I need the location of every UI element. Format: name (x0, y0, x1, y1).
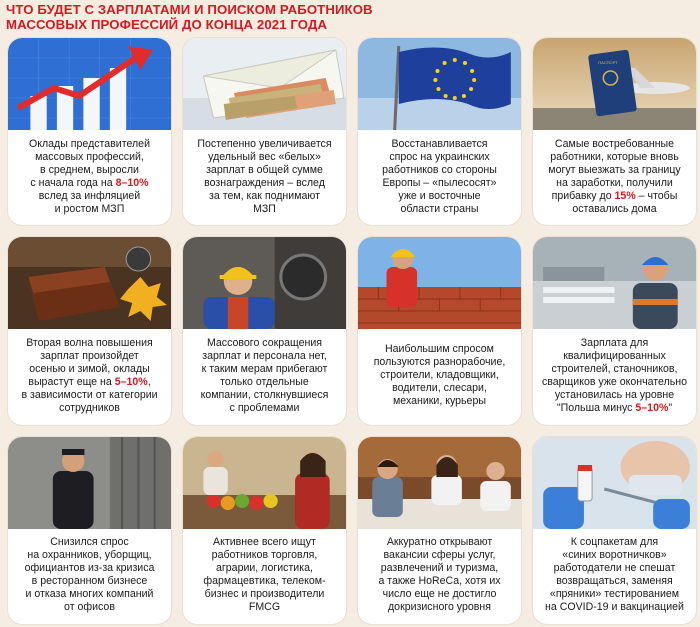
page-title (6, 2, 696, 32)
card-caption: Массового сокращения зарплат и персонала нет, к таким мерам прибегают только отдельные компании, столкнувшиеся с проблемами (200, 336, 329, 414)
card-no-mass-cuts (183, 237, 346, 424)
highlight-value: 15% (614, 189, 636, 202)
card-caption: К соцпакетам для «синих воротничков» работодатели не спешат возвращаться, заменяя «пряники» тестированием на COVID-19 и вакцинацией (545, 536, 684, 614)
card-salary-growth (8, 38, 171, 225)
card-caption: Наибольшим спросом пользуются разнорабочие, строители, кладовщики, водители, слесари, механики, курьеры (373, 343, 506, 408)
security-guard-image (8, 437, 171, 529)
worker-in-hard-hat-image (183, 237, 346, 329)
card-demand-decreased (8, 437, 171, 624)
factory-worker-image (533, 237, 696, 329)
card-caption: Вторая волна повышения зарплат произойдет осенью и зимой, оклады вырастут еще на 5–10%, в зависимости от категории сотрудников (21, 336, 158, 414)
highlight-value: 8–10% (115, 176, 149, 189)
rising-chart-arrow-image (8, 38, 171, 130)
card-social-packages (533, 437, 696, 624)
card-caption: Активнее всего ищут работников торговля, аграрии, логистика, фармацевтика, телеком- бизнес и производители FMCG (203, 536, 326, 614)
highlight-value: 5–10% (635, 401, 669, 414)
card-white-salaries (183, 38, 346, 225)
title-line-2: МАССОВЫХ ПРОФЕССИЙ ДО КОНЦА 2021 ГОДА (6, 17, 328, 32)
card-caption: Аккуратно открывают вакансии сферы услуг, развлечений и туризма, а также HoReCa, хотя их число еще не достигло докризисного уровня (378, 536, 501, 614)
passport-and-airplane-image (533, 38, 696, 130)
bricklayer-image (358, 237, 521, 329)
hotel-reception-image (358, 437, 521, 529)
svg-text:ПАСПОРТ: ПАСПОРТ (598, 60, 618, 65)
card-caption: Постепенно увеличивается удельный вес «белых» зарплат в общей сумме вознаграждения – вслед за тем, как поднимают МЗП (197, 137, 332, 215)
highlight-value: 5–10% (114, 375, 148, 388)
envelope-with-money-image (183, 38, 346, 130)
card-caption: Восстанавливается спрос на украинских работников со стороны Европы – «пылесосят» уже и восточные области страны (382, 137, 497, 215)
card-caption: Снизился спрос на охранников, уборщиц, официантов из-за кризиса в ресторанном бизнесе и отказа многих компаний от офисов (24, 536, 155, 614)
cards-grid (8, 38, 696, 624)
card-active-hiring (183, 437, 346, 624)
wallet-and-autumn-leaf-image (8, 237, 171, 329)
card-services-vacancies (358, 437, 521, 624)
card-second-wave (8, 237, 171, 424)
covid-vaccine-image (533, 437, 696, 529)
title-line-1: ЧТО БУДЕТ С ЗАРПЛАТАМИ И ПОИСКОМ РАБОТНИКОВ (6, 2, 373, 17)
eu-flag-image (358, 38, 521, 130)
card-europe-demand (358, 38, 521, 225)
market-seller-image (183, 437, 346, 529)
card-caption: Самые востребованные работники, которые вновь могут выезжать за границу на заработки, получили прибавку до 15% – чтобы оставались дома (548, 137, 681, 215)
card-qualified-salary (533, 237, 696, 424)
card-caption: Зарплата для квалифицированных строителей, станочников, сварщиков уже окончательно установилась на уровне "Польша минус 5–10%" (541, 336, 688, 414)
card-caption: Оклады представителей массовых профессий, в среднем, выросли с начала года на 8–10% вслед за инфляцией и ростом МЗП (28, 137, 150, 215)
card-most-demanded (358, 237, 521, 424)
card-workers-abroad (533, 38, 696, 225)
